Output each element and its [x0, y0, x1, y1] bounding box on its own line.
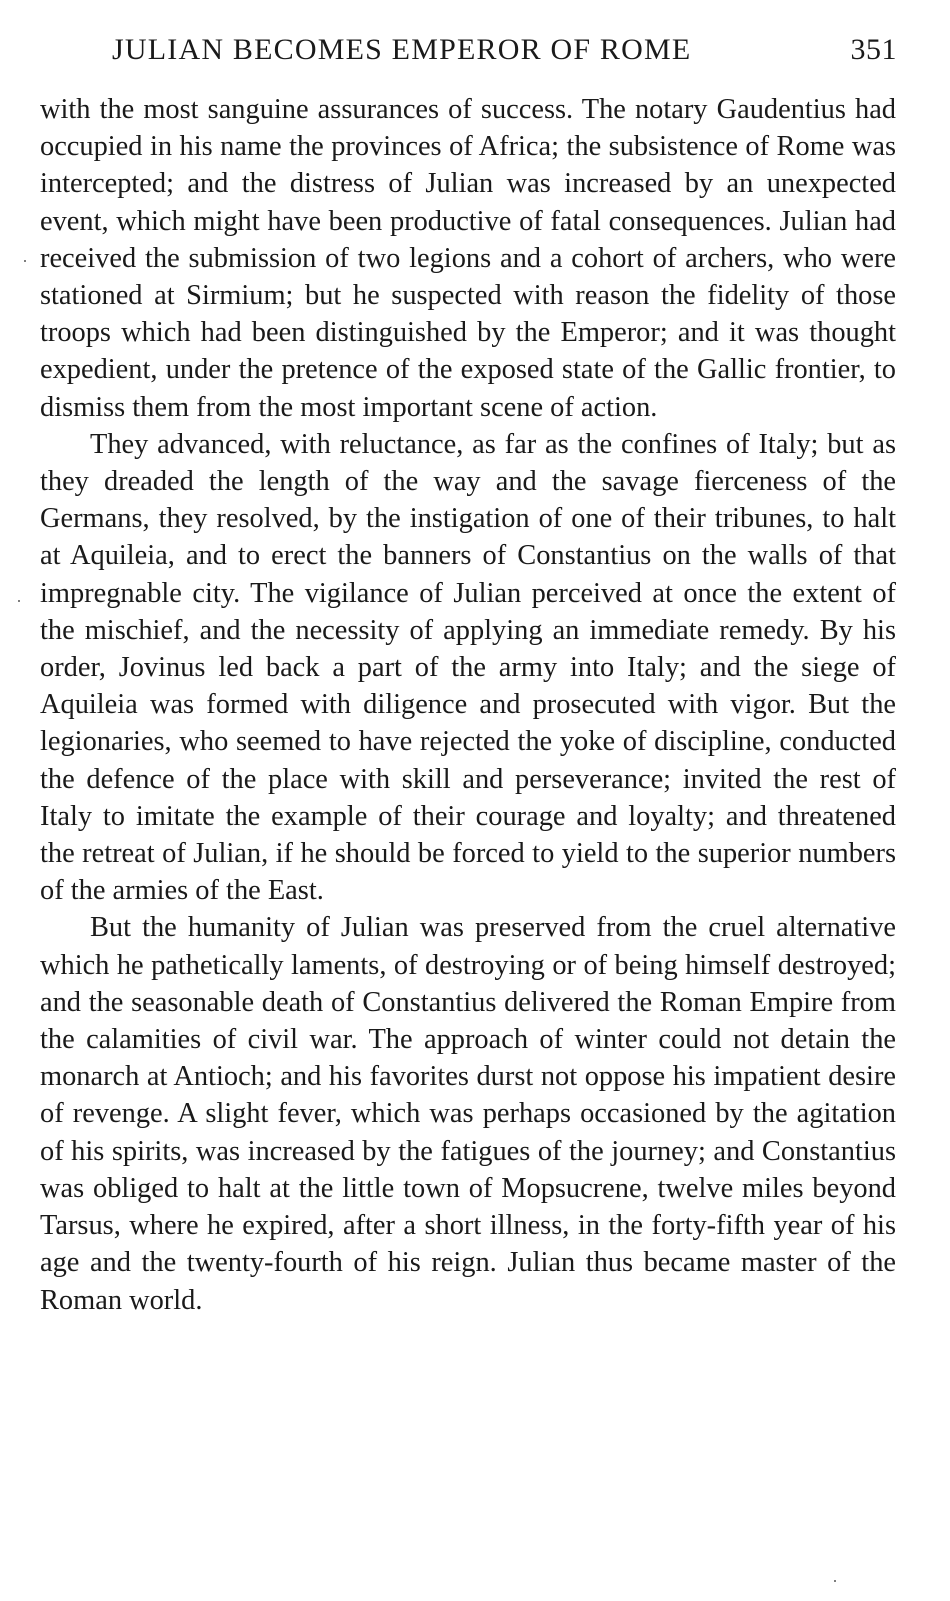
scan-speck: [18, 600, 20, 602]
paragraph-2: They advanced, with reluctance, as far as the confines of Italy; but as they dreaded the length of the way and the savage fierceness of the Germans, they resolved, by the instigation of one of their tribunes, to halt at Aquileia, and to erect the banners of Constantius on the walls of that impregnable city. The vigilance of Julian perceived at once the extent of the mischief, and the necessity of applying an immediate remedy. By his order, Jovinus led back a part of the army into Italy; and the siege of Aquileia was formed with diligence and prosecuted with vigor. But the legionaries, who seemed to have rejected the yoke of discipline, conducted the defence of the place with skill and perseverance; invited the rest of Italy to imitate the example of their courage and loyalty; and threatened the retreat of Julian, if he should be forced to yield to the superior numbers of the armies of the East.: [40, 428, 896, 907]
running-head-title: JULIAN BECOMES EMPEROR OF ROME: [112, 33, 692, 66]
scan-speck: [24, 260, 26, 262]
running-head: [112, 30, 897, 70]
body-text: [40, 91, 896, 1319]
scan-speck: [834, 1580, 836, 1582]
paragraph-3: But the humanity of Julian was preserved from the cruel alternative which he pathetically laments, of destroying or of being himself destroyed; and the seasonable death of Constantius delivered the Roman Empire from the calamities of civil war. The approach of winter could not detain the monarch at Antioch; and his favorites durst not oppose his impatient desire of revenge. A slight fever, which was perhaps occasioned by the agitation of his spirits, was increased by the fatigues of the journey; and Constantius was obliged to halt at the little town of Mopsucrene, twelve miles beyond Tarsus, where he expired, after a short illness, in the forty-fifth year of his age and the twenty-fourth of his reign. Julian thus became master of the Roman world.: [40, 912, 896, 1316]
page-number: 351: [850, 33, 897, 66]
paragraph-1: with the most sanguine assurances of success. The notary Gaudentius had occupied in his name the provinces of Africa; the subsistence of Rome was intercepted; and the distress of Julian was increased by an unexpected event, which might have been productive of fatal consequences. Julian had received the submission of two legions and a cohort of archers, who were stationed at Sirmium; but he suspected with reason the fidelity of those troops which had been distinguished by the Emperor; and it was thought expedient, under the pretence of the exposed state of the Gallic frontier, to dismiss them from the most important scene of action.: [40, 94, 896, 423]
